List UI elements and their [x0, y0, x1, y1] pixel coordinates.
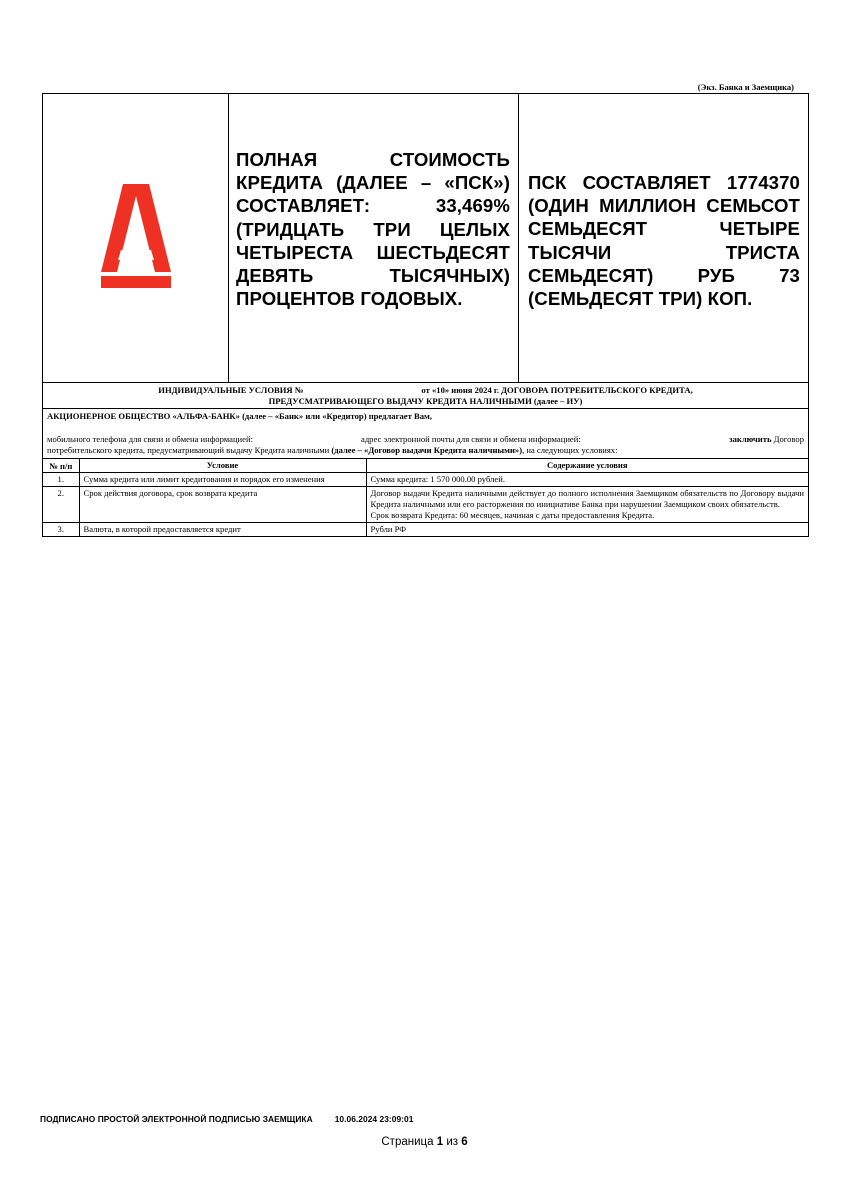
document-frame — [42, 93, 809, 537]
conclude-bold: заключить — [729, 434, 772, 444]
psk-rate-text: ПОЛНАЯ СТОИМОСТЬ КРЕДИТА (ДАЛЕЕ – «ПСК») СОСТАВЛЯЕТ: 33,469% (ТРИДЦАТЬ ТРИ ЦЕЛЫХ ЧЕТЫРЕСТА ШЕСТЬДЕСЯТ ДЕВЯТЬ ТЫСЯЧНЫХ) ПРОЦЕНТОВ ГОДОВЫХ. — [236, 149, 510, 310]
table-row — [43, 473, 808, 487]
psk-amount-text: ПСК СОСТАВЛЯЕТ 1774370 (ОДИН МИЛЛИОН СЕМЬСОТ СЕМЬДЕСЯТ ЧЕТЫРЕ ТЫСЯЧИ ТРИСТА СЕМЬДЕСЯТ) РУБ 73 (СЕМЬДЕСЯТ ТРИ) КОП. — [528, 172, 800, 310]
conditions-table — [43, 459, 808, 536]
row-condition: Срок действия договора, срок возврата кредита — [79, 487, 366, 523]
page-current: 1 — [436, 1136, 444, 1148]
title-part2: от «10» июня 2024 г. ДОГОВОРА ПОТРЕБИТЕЛЬСКОГО КРЕДИТА, — [421, 385, 693, 395]
offer-contact-line — [47, 434, 804, 445]
psk-rate-cell — [229, 94, 519, 382]
header-num: № п/п — [43, 459, 79, 473]
document-title — [43, 383, 808, 409]
page-of: из — [446, 1136, 459, 1148]
table-header-row — [43, 459, 808, 473]
row-num: 3. — [43, 523, 79, 537]
row-content-p1: Договор выдачи Кредита наличными действует до полного исполнения Заемщиком обязательств по Договору выдачи Кредита наличными или его расторжения по инициативе Банка при нарушении Заемщиком своих обязательств. — [370, 488, 804, 509]
header-content: Содержание условия — [366, 459, 808, 473]
row-content: Рубли РФ — [366, 523, 808, 537]
alfa-bank-logo-icon — [101, 184, 173, 290]
psk-header-row — [43, 94, 808, 383]
copy-note: (Экз. Банка и Заемщика) — [697, 82, 794, 92]
row-num: 2. — [43, 487, 79, 523]
conclude-rest: Договор — [771, 434, 804, 444]
table-row — [43, 487, 808, 523]
header-condition: Условие — [79, 459, 366, 473]
phone-label: мобильного телефона для связи и обмена информацией: — [47, 434, 253, 444]
page-word: Страница — [381, 1136, 434, 1148]
title-part1: ИНДИВИДУАЛЬНЫЕ УСЛОВИЯ № — [158, 385, 304, 395]
offer-line3-bold: (далее – «Договор выдачи Кредита наличными») — [331, 445, 523, 455]
page-total: 6 — [461, 1136, 468, 1148]
row-content — [366, 487, 808, 523]
psk-amount-cell — [519, 94, 808, 382]
signature-note — [40, 1114, 413, 1124]
conclude-text — [723, 434, 804, 445]
signed-text: ПОДПИСАНО ПРОСТОЙ ЭЛЕКТРОННОЙ ПОДПИСЬЮ ЗАЕМЩИКА — [40, 1114, 313, 1124]
signed-timestamp: 10.06.2024 23:09:01 — [334, 1114, 414, 1124]
page-number — [0, 1136, 849, 1148]
row-content-p2: Срок возврата Кредита: 60 месяцев, начиная с даты предоставления Кредита. — [370, 510, 655, 520]
offer-line3-end: , на следующих условиях: — [522, 445, 618, 455]
row-content: Сумма кредита: 1 570 000.00 рублей. — [366, 473, 808, 487]
row-condition: Сумма кредита или лимит кредитования и порядок его изменения — [79, 473, 366, 487]
row-condition: Валюта, в которой предоставляется кредит — [79, 523, 366, 537]
email-label: адрес электронной почты для связи и обмена информацией: — [361, 434, 581, 444]
offer-line3 — [47, 445, 804, 456]
row-num: 1. — [43, 473, 79, 487]
logo-cell — [43, 94, 229, 382]
title-line2: ПРЕДУСМАТРИВАЮЩЕГО ВЫДАЧУ КРЕДИТА НАЛИЧНЫМИ (далее – ИУ) — [268, 396, 583, 406]
offer-line3-start: потребительского кредита, предусматривающий выдачу Кредита наличными — [47, 445, 332, 455]
table-row — [43, 523, 808, 537]
offer-line1: АКЦИОНЕРНОЕ ОБЩЕСТВО «АЛЬФА-БАНК» (далее – «Банк» или «Кредитор) предлагает Вам, — [47, 411, 433, 421]
offer-block — [43, 409, 808, 459]
